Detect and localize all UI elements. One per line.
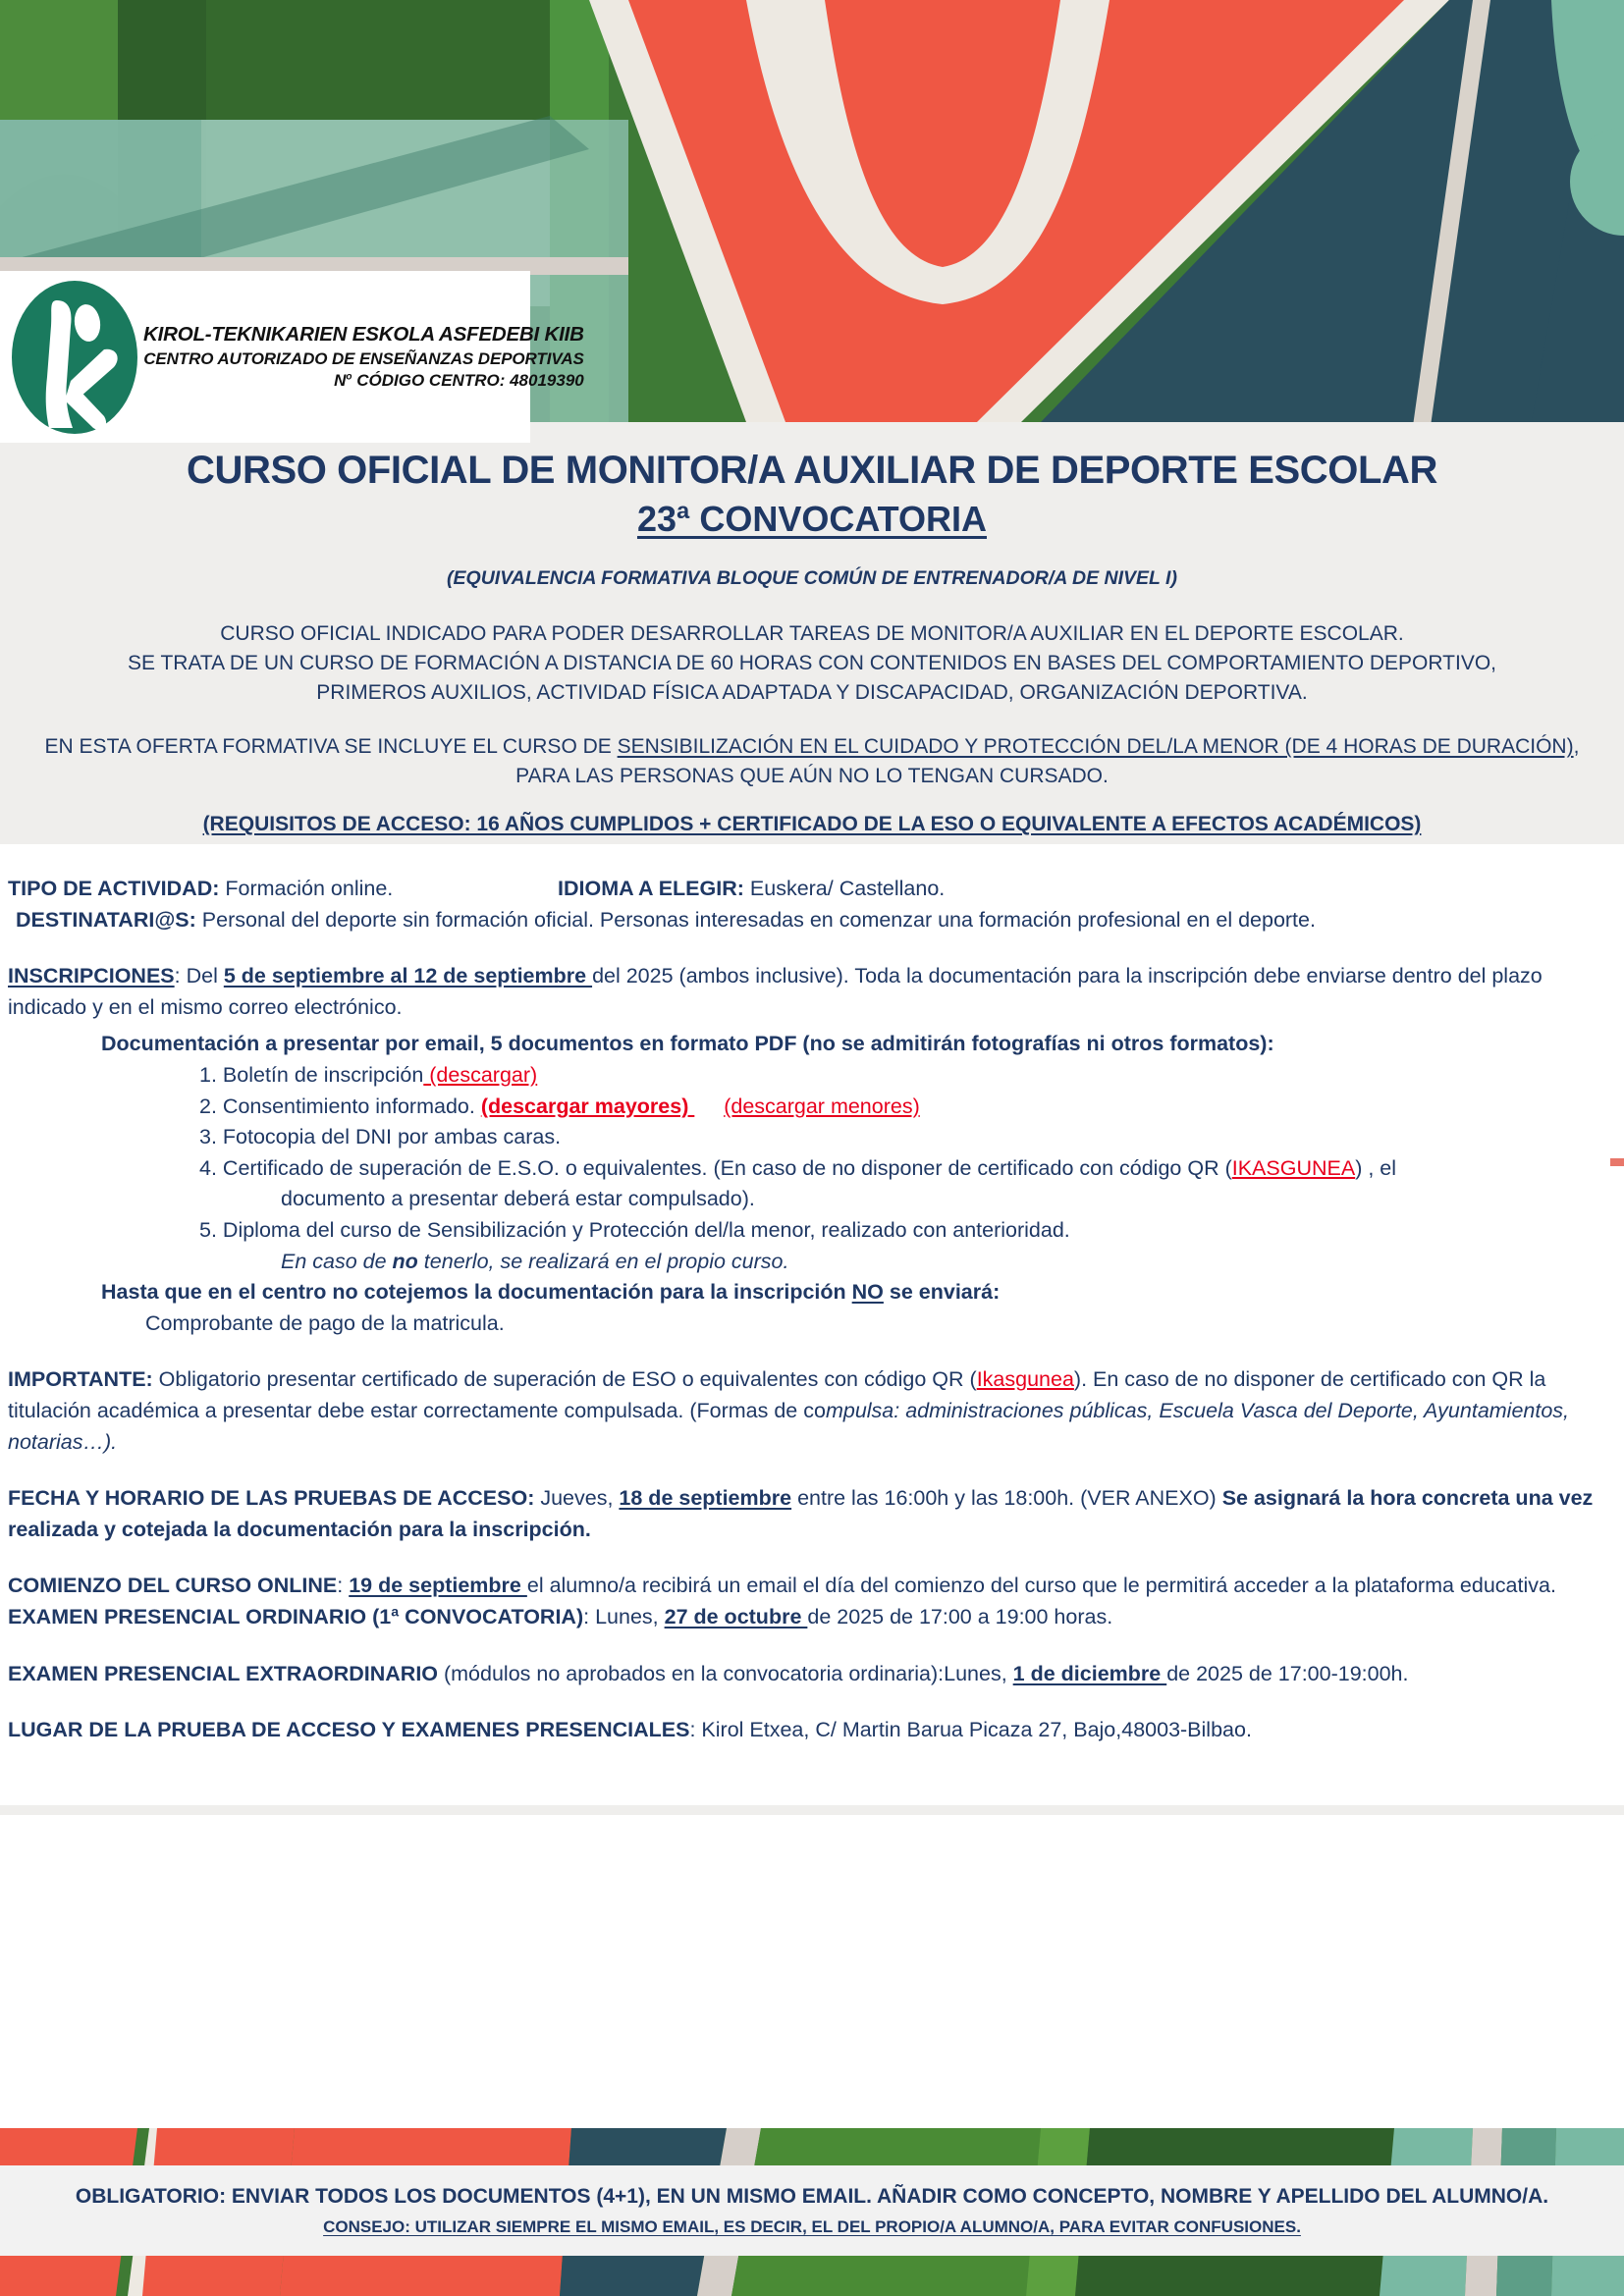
item-text: Consentimiento informado. (216, 1094, 481, 1118)
inscripciones-paragraph (8, 961, 1616, 1023)
importante-t2: ). En caso de no disponer de certificado con QR la titulación académica a presentar debe estar correctamente compulsada. (Formas de co (8, 1367, 1546, 1422)
item-number: 2. (199, 1094, 217, 1118)
examen-extraordinario-label: EXAMEN PRESENCIAL EXTRAORDINARIO (8, 1661, 439, 1685)
logo-line-2: CENTRO AUTORIZADO DE ENSEÑANZAS DEPORTIVAS (143, 348, 584, 368)
spacer (8, 935, 1616, 961)
comienzo-t2: el alumno/a recibirá un email el día del comienzo del curso que le permitirá acceder a la plataforma educativa. (526, 1574, 1556, 1598)
download-consent-mayores-link[interactable]: (descargar mayores) (480, 1094, 695, 1118)
organization-logo-box (0, 271, 584, 443)
spacer (8, 1633, 1616, 1659)
footer-line-1: OBLIGATORIO: ENVIAR TODOS LOS DOCUMENTOS (4+1), EN UN MISMO EMAIL. AÑADIR COMO CONCEPTO, NOMBRE Y APELLIDO DEL ALUMNO/A. (75, 2184, 1549, 2208)
hasta-que-line (8, 1277, 1616, 1308)
item-number: 3. (199, 1125, 217, 1149)
tipo-actividad (8, 874, 558, 905)
logo-line-3: $N^o$ CÓDIGO CENTRO: 48019390 (334, 370, 584, 390)
examen-ordinario-paragraph (8, 1602, 1616, 1633)
pruebas-paragraph (8, 1483, 1616, 1545)
page-title: CURSO OFICIAL DE MONITOR/A AUXILIAR DE DEPORTE ESCOLAR (186, 449, 1438, 492)
equivalence-note: (EQUIVALENCIA FORMATIVA BLOQUE COMÚN DE ENTRENADOR/A DE NIVEL I) (447, 567, 1177, 589)
details-zone (0, 844, 1624, 1805)
examen-ordinario-date: 27 de octubre (664, 1604, 808, 1629)
inscripciones-dates: 5 de septiembre al 12 de septiembre (223, 964, 593, 988)
importante-italic: mpulsa: administraciones públicas, Escuela Vasca del Deporte, Ayuntamientos, notarias…). (8, 1398, 1570, 1454)
item-text: Fotocopia del DNI por ambas caras. (216, 1125, 562, 1149)
intro-line-3: PRIMEROS AUXILIOS, ACTIVIDAD FÍSICA ADAPTADA Y DISCAPACIDAD, ORGANIZACIÓN DEPORTIVA. (316, 680, 1308, 704)
inscripciones-t2: del 2025 (ambos inclusive). Toda la documentación para la inscripción debe enviarse dentro del plazo indicado y en el mismo correo electrónico. (8, 964, 1543, 1019)
comienzo-date: 19 de septiembre (349, 1574, 527, 1598)
hasta-no: NO (851, 1280, 884, 1305)
pruebas-date: 18 de septiembre (619, 1486, 792, 1511)
lugar-paragraph (8, 1715, 1616, 1746)
lugar-value: : Kirol Etxea, C/ Martin Barua Picaza 27, Bajo,48003-Bilbao. (689, 1718, 1252, 1742)
importante-t1: Obligatorio presentar certificado de superación de ESO o equivalentes con código QR ( (152, 1367, 977, 1392)
examen-extraordinario-date: 1 de diciembre (1012, 1661, 1167, 1685)
doc-item-5 (8, 1215, 1616, 1247)
idioma-value: Euskera/ Castellano. (743, 877, 946, 901)
examen-extraordinario-t2: de 2025 de 17:00-19:00h. (1166, 1661, 1409, 1685)
hasta-text-b: se enviará: (883, 1280, 1001, 1305)
offer-post: , PARA LAS PERSONAS QUE AÚN NO LO TENGAN CURSADO. (515, 735, 1580, 788)
intro-line-2: SE TRATA DE UN CURSO DE FORMACIÓN A DISTANCIA DE 60 HORAS CON CONTENIDOS EN BASES DEL COMPORTAMIENTO DEPORTIVO, (127, 651, 1497, 674)
destinatarios-row (8, 905, 1616, 936)
offer-underlined: SENSIBILIZACIÓN EN EL CUIDADO Y PROTECCIÓN DEL/LA MENOR (DE 4 HORAS DE DURACIÓN) (617, 735, 1574, 759)
offer-pre: EN ESTA OFERTA FORMATIVA SE INCLUYE EL CURSO DE (44, 735, 618, 759)
doc-item-4 (8, 1153, 1616, 1185)
item-number: 5. (199, 1218, 217, 1242)
importante-paragraph (8, 1364, 1616, 1458)
pruebas-bold-tail: Se asignará la hora concreta una vez realizada y cotejada la documentación para la inscripción. (8, 1486, 1594, 1541)
spacer (8, 1545, 1616, 1571)
destinatarios-value: Personal del deporte sin formación oficial. Personas interesadas en comenzar una formación profesional en el deporte. (195, 907, 1316, 932)
pruebas-t2: entre las 16:00h y las 18:00h. (VER ANEXO) (791, 1486, 1222, 1511)
lugar-label: LUGAR DE LA PRUEBA DE ACCESO Y EXAMENES PRESENCIALES (8, 1718, 690, 1742)
doc-item-3 (8, 1122, 1616, 1153)
poster-body (0, 422, 1624, 1815)
examen-ordinario-label: EXAMEN PRESENCIAL ORDINARIO (1ª CONVOCATORIA) (8, 1604, 584, 1629)
comprobante-line: Comprobante de pago de la matricula. (145, 1310, 505, 1335)
destinatarios-label: DESTINATARI@S: (16, 907, 196, 932)
doc-item-4-cont: documento a presentar deberá estar compulsado). (281, 1187, 755, 1211)
comienzo-t1: : (337, 1574, 350, 1598)
examen-ordinario-t1: : Lunes, (583, 1604, 665, 1629)
ikasgunea-link-2[interactable]: Ikasgunea (976, 1367, 1074, 1392)
access-requirements: (REQUISITOS DE ACCESO: 16 AÑOS CUMPLIDOS + CERTIFICADO DE LA ESO O EQUIVALENTE A EFECTOS ACADÉMICOS) (202, 813, 1422, 836)
idioma-label: IDIOMA A ELEGIR: (558, 877, 744, 901)
tipo-value: Formación online. (219, 877, 394, 901)
item-number: 1. (199, 1063, 217, 1088)
comienzo-paragraph (8, 1571, 1616, 1602)
examen-extraordinario-paragraph (8, 1659, 1616, 1690)
pruebas-label: FECHA Y HORARIO DE LAS PRUEBAS DE ACCESO: (8, 1486, 535, 1511)
item-tail: ) , el (1355, 1155, 1397, 1180)
offer-paragraph (0, 707, 1624, 791)
logo-text-block (143, 322, 584, 392)
note-emphasis-no: no (392, 1249, 418, 1273)
doc-item-5-note: En caso de no tenerlo, se realizará en el propio curso. (281, 1249, 789, 1273)
logo-line-1: KIROL-TEKNIKARIEN ESKOLA ASFEDEBI KIIB (143, 323, 584, 347)
header-zone (0, 422, 1624, 844)
examen-ordinario-t2: de 2025 de 17:00 a 19:00 horas. (807, 1604, 1113, 1629)
spacer (8, 1689, 1616, 1715)
tipo-label: TIPO DE ACTIVIDAD: (8, 877, 220, 901)
footer-line-2: CONSEJO: UTILIZAR SIEMPRE EL MISMO EMAIL, ES DECIR, EL DEL PROPIO/A ALUMNO/A, PARA EVITAR CONFUSIONES. (323, 2216, 1301, 2236)
pruebas-t1: Jueves, (534, 1486, 620, 1511)
doc-item-2 (8, 1092, 1616, 1123)
download-consent-menores-link[interactable]: (descargar menores) (724, 1094, 920, 1118)
download-boletin-link[interactable]: (descargar) (423, 1063, 538, 1088)
item-number: 4. (199, 1155, 217, 1180)
spacer (8, 1746, 1616, 1805)
ikasgunea-link[interactable]: IKASGUNEA (1231, 1155, 1356, 1180)
importante-label: IMPORTANTE: (8, 1367, 153, 1392)
item-text: Certificado de superación de E.S.O. o equivalentes. (En caso de no disponer de certificado con código QR ( (216, 1155, 1232, 1180)
footer-notice (0, 2165, 1624, 2256)
doc-item-1 (8, 1060, 1616, 1092)
intro-line-1: CURSO OFICIAL INDICADO PARA PODER DESARROLLAR TAREAS DE MONITOR/A AUXILIAR EN EL DEPORTE ESCOLAR. (220, 622, 1404, 645)
inscripciones-t1: : Del (174, 964, 224, 988)
activity-row (8, 844, 1616, 905)
inscripciones-label: INSCRIPCIONES (8, 964, 175, 988)
examen-extraordinario-t1: (módulos no aprobados en la convocatoria ordinaria):Lunes, (438, 1661, 1013, 1685)
decorative-sliver (1610, 1158, 1624, 1166)
item-text: Diploma del curso de Sensibilización y Protección del/la menor, realizado con anterioridad. (216, 1218, 1070, 1242)
documentacion-heading: Documentación a presentar por email, 5 documentos en formato PDF (no se admitirán fotografías ni otros formatos): (101, 1032, 1274, 1056)
spacer (8, 1339, 1616, 1364)
convocatoria-subtitle: 23ª CONVOCATORIA (636, 499, 988, 539)
kirol-k-logo-icon (10, 279, 139, 436)
spacer (8, 1458, 1616, 1483)
comienzo-label: COMIENZO DEL CURSO ONLINE (8, 1574, 338, 1598)
intro-paragraph (0, 590, 1624, 707)
item-text: Boletín de inscripción (216, 1063, 424, 1088)
hasta-text-a: Hasta que en el centro no cotejemos la documentación para la inscripción (101, 1280, 852, 1305)
